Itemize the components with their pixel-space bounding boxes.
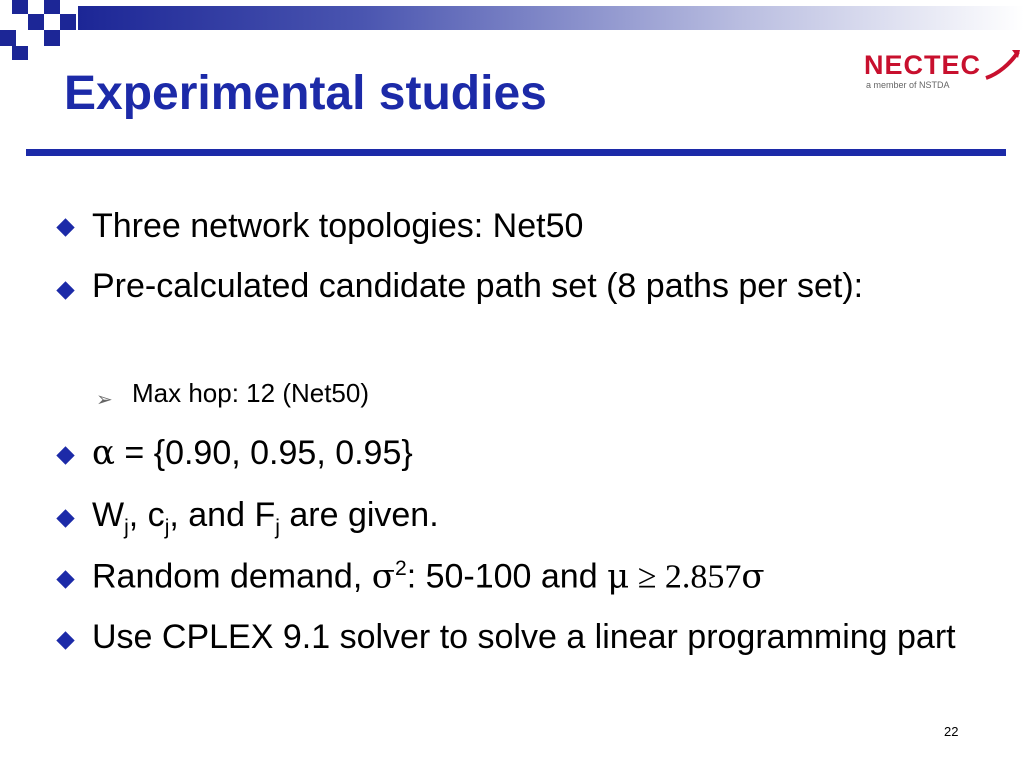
corner-square (28, 14, 44, 30)
corner-square (44, 0, 60, 14)
sub-bullet-item: Max hop: 12 (Net50) (132, 378, 370, 408)
alpha-symbol: α (92, 433, 115, 473)
bullet-diamond-icon (56, 509, 74, 527)
bullet-item: Pre-calculated candidate path set (8 paths per set): (92, 267, 864, 305)
sigma-exponent: 2 (394, 557, 407, 580)
logo-wordmark: NECTEC (864, 50, 982, 80)
bullet-diamond-icon (56, 631, 74, 649)
sub-bullet-arrow-icon: ➢ (96, 389, 113, 411)
factor-value: 2.857 (664, 558, 742, 596)
bullet-diamond-icon (56, 570, 74, 588)
page-number: 22 (944, 724, 959, 739)
corner-square (44, 30, 60, 46)
logo-tagline: a member of NSTDA (866, 80, 950, 90)
f-symbol: , and F (169, 496, 276, 534)
given-text: are given. (279, 496, 439, 534)
demand-label: Random demand, (92, 557, 372, 596)
c-subscript: j (164, 515, 170, 539)
sigma-symbol: σ (371, 556, 395, 597)
bullet-diamond-icon (56, 281, 74, 299)
bullet-item: Use CPLEX 9.1 solver to solve a linear programming part (92, 618, 956, 656)
bullet-diamond-icon (56, 218, 74, 236)
title-underline (26, 149, 1006, 156)
page-title: Experimental studies (64, 67, 547, 120)
bullet-item: Three network topologies: Net50 (92, 207, 584, 245)
bullet-item-demand (92, 556, 765, 598)
mu-symbol: μ (607, 556, 630, 597)
corner-square (12, 0, 28, 14)
c-symbol: , c (128, 496, 165, 534)
nectec-logo (864, 46, 1024, 96)
logo-swoosh-icon (982, 48, 1022, 82)
f-subscript: j (275, 515, 280, 539)
demand-range: : 50-100 and (406, 557, 608, 596)
w-symbol: W (92, 496, 125, 534)
corner-square (0, 30, 16, 46)
alpha-values: = {0.90, 0.95, 0.95} (114, 434, 413, 472)
bullet-item-given (92, 495, 439, 540)
sigma-symbol: σ (741, 556, 765, 597)
bullet-diamond-icon (56, 446, 74, 464)
corner-square (12, 46, 28, 60)
bullet-item-alpha (92, 433, 413, 474)
header-gradient-band (78, 6, 1024, 30)
ge-symbol: ≥ (629, 558, 665, 596)
corner-square (60, 14, 76, 30)
w-subscript: j (124, 515, 129, 539)
